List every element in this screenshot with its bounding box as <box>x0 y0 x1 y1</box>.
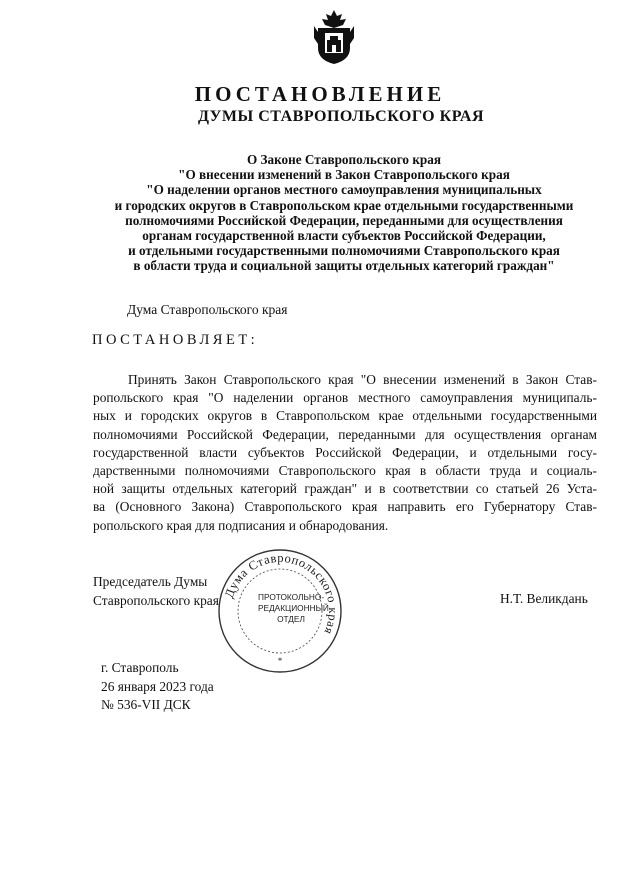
document-number: № 536-VII ДСК <box>101 697 191 712</box>
body-line: ропольского края для подписания и обнародования. <box>93 517 389 533</box>
stamp-inner-line: ОТДЕЛ <box>277 614 305 624</box>
stamp-inner-line: ПРОТОКОЛЬНО- <box>258 592 325 602</box>
body-line: полномочиями Российской Федерации, переданными для осуществления органам <box>93 426 597 442</box>
heading-line: полномочиями Российской Федерации, переданными для осуществления <box>125 212 563 228</box>
heading-line: и отдельными государственными полномочиями Ставропольского края <box>128 243 560 259</box>
heading-line: органам государственной власти субъектов Российской Федерации, <box>142 228 546 244</box>
document-title: ПОСТАНОВЛЕНИЕ <box>194 82 446 106</box>
body-line: государственной власти субъектов Российской Федерации, и отдельными госу- <box>93 444 597 460</box>
decree-word: ПОСТАНОВЛЯЕТ: <box>92 332 259 348</box>
body-line: ной защиты отдельных категорий граждан" и в соответствии со статьей 26 Уста- <box>93 481 597 497</box>
issue-date: 26 января 2023 года <box>101 678 214 694</box>
body-line: ропольского края "О наделении органов местного самоуправления муниципаль- <box>93 390 597 406</box>
star-icon: * <box>277 656 283 666</box>
stamp-inner-text <box>258 592 329 625</box>
heading-line: и городских округов в Ставропольском крае отдельными государственными <box>114 197 574 213</box>
heading-line: "О внесении изменений в Закон Ставропольского края <box>178 167 510 183</box>
heading-line: "О наделении органов местного самоуправления муниципальных <box>146 182 542 198</box>
place-of-issue: г. Ставрополь <box>101 660 179 675</box>
signatory-title <box>93 572 219 610</box>
signatory-name: Н.Т. Великдань <box>500 591 588 606</box>
body-line: ва (Основного Закона) Ставропольского края направить его Губернатору Став- <box>93 499 597 515</box>
resolution-body <box>93 371 597 535</box>
stamp-ring-text: Дума Ставропольского края <box>221 550 341 637</box>
duma-label: Дума Ставропольского края <box>127 302 288 317</box>
body-line: дарственными полномочиями Ставропольского края в области труда и социаль- <box>93 463 597 479</box>
heading-line: О Законе Ставропольского края <box>247 152 441 167</box>
document-footer <box>101 659 214 715</box>
stamp-inner-line: РЕДАКЦИОННЫЙ <box>258 603 329 613</box>
document-subtitle: ДУМЫ СТАВРОПОЛЬСКОГО КРАЯ <box>197 108 485 125</box>
signatory-title-line: Ставропольского края <box>93 593 219 608</box>
resolution-heading <box>80 152 608 274</box>
body-line: ных и городских округов в Ставропольском крае отдельными государственными <box>93 408 597 424</box>
heading-line: в области труда и социальной защиты отдельных категорий граждан" <box>133 258 555 274</box>
signatory-title-line: Председатель Думы <box>93 574 208 589</box>
coat-of-arms-emblem <box>312 8 356 66</box>
body-line: Принять Закон Ставропольского края "О внесении изменений в Закон Став- <box>128 372 597 387</box>
